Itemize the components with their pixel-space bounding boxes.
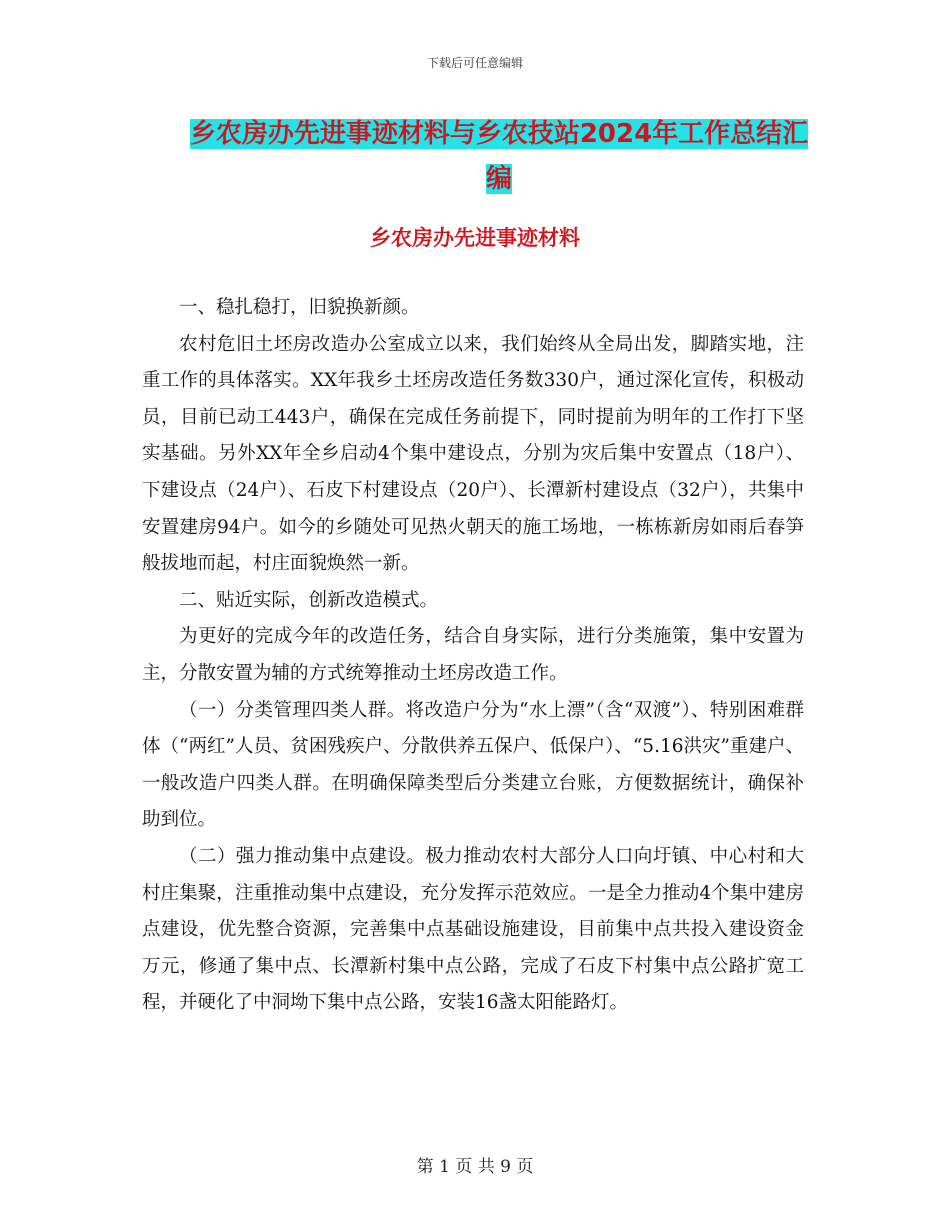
paragraph-5: （一）分类管理四类人群。将改造户分为“水上漂”（含“双渡”）、特别困难群体（“两红”人员、贫困残疾户、分散供养五保户、低保户）、“5.16洪灾”重建户、一般改造户四类人群。在明确保障类型后分类建立台账，方便数据统计，确保补助到位。 [142,699,804,831]
document-title-text: 乡农房办先进事迹材料与乡农技站2024年工作总结汇编 [189,119,809,194]
paragraph-4: 为更好的完成今年的改造任务，结合自身实际，进行分类施策，集中安置为主，分散安置为辅的方式统筹推动土坯房改造工作。 [142,626,804,684]
paragraph-1: 一、稳扎稳打，旧貌换新颜。 [179,297,420,318]
paragraph-2: 农村危旧土坯房改造办公室成立以来，我们始终从全局出发，脚踏实地，注重工作的具体落实。XX年我乡土坯房改造任务数330户，通过深化宣传，积极动员，目前已动工443户，确保在完成任务前提下，同时提前为明年的工作打下坚实基础。另外XX年全乡启动4个集中建设点，分别为灾后集中安置点（18户）、下建设点（24户）、石皮下村建设点（20户）、长潭新村建设点（32户），共集中安置建房94户。如今的乡随处可见热火朝天的施工场地，一栋栋新房如雨后春笋般拔地而起，村庄面貌焕然一新。 [142,333,804,575]
body-text [142,290,804,1022]
paragraph-6: （二）强力推动集中点建设。极力推动农村大部分人口向圩镇、中心村和大村庄集聚，注重推动集中点建设，充分发挥示范效应。一是全力推动4个集中建房点建设，优先整合资源，完善集中点基础设施建设，目前集中点共投入建设资金万元，修通了集中点、长潭新村集中点公路，完成了石皮下村集中点公路扩宽工程，并硬化了中洞坳下集中点公路，安装16盏太阳能路灯。 [142,845,804,1014]
page-header-note: 下载后可任意编辑 [426,56,523,70]
document-title [188,112,810,202]
paragraph-3: 二、贴近实际，创新改造模式。 [179,589,439,611]
section-heading: 乡农房办先进事迹材料 [370,226,580,250]
page-indicator: 第 1 页 共 9 页 [416,1157,534,1177]
